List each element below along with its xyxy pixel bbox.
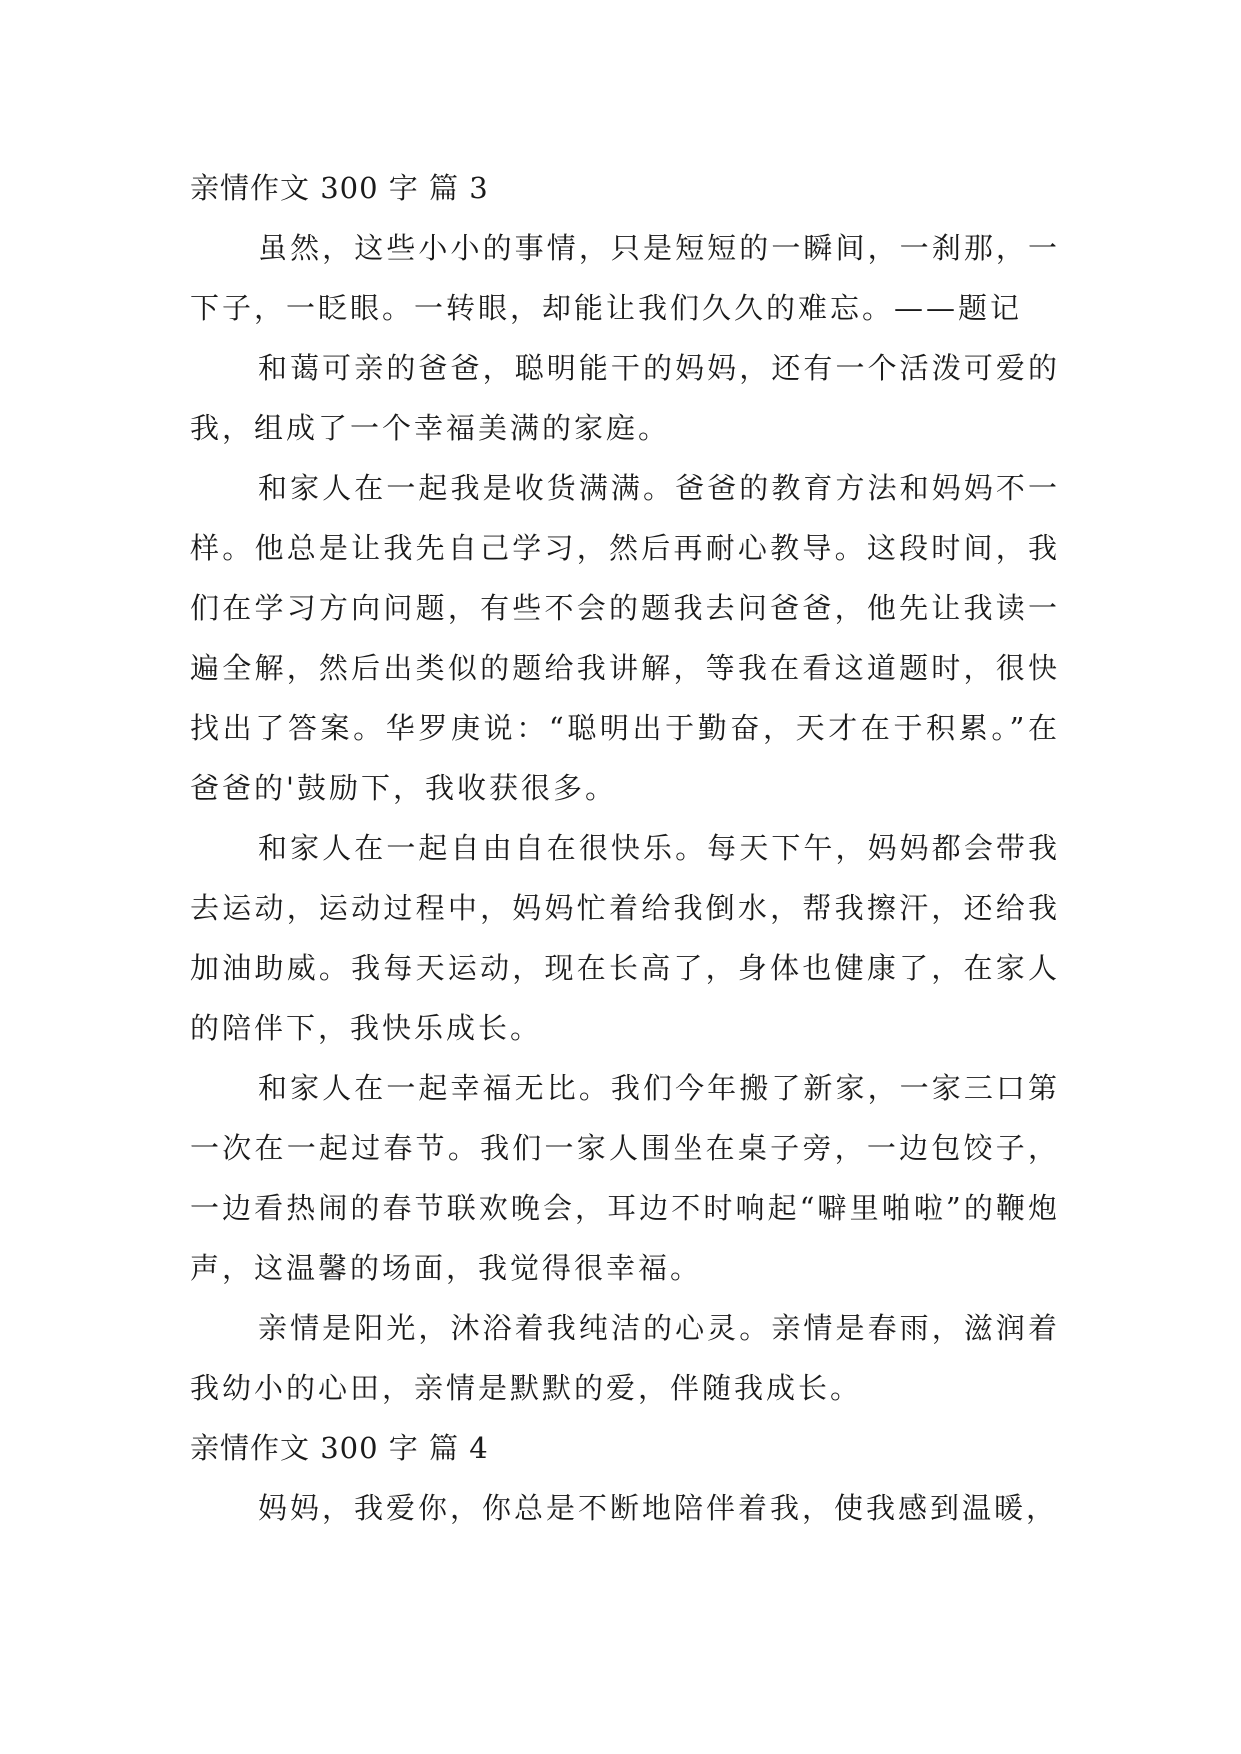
paragraph: 妈妈，我爱你，你总是不断地陪伴着我，使我感到温暖， — [258, 1491, 1059, 1525]
paragraph: 和家人在一起我是收货满满。爸爸的教育方法和妈妈不一样。他总是让我先自己学习，然后再耐心教导。这段时间，我们在学习方向问题，有些不会的题我去问爸爸，他先让我读一遍全解，然后出类似的题给我讲解，等我在看这道题时，很快找出了答案。华罗庚说：“聪明出于勤奋，天才在于积累。”在爸爸的'鼓励下，我收获很多。 — [190, 471, 1060, 805]
document-body — [190, 158, 1060, 1538]
section-heading: 亲情作文 300 字 篇 4 — [190, 1431, 489, 1465]
paragraph: 和家人在一起幸福无比。我们今年搬了新家，一家三口第一次在一起过春节。我们一家人围坐在桌子旁，一边包饺子，一边看热闹的春节联欢晚会，耳边不时响起“噼里啪啦”的鞭炮声，这温馨的场面，我觉得很幸福。 — [190, 1071, 1060, 1285]
paragraph: 虽然，这些小小的事情，只是短短的一瞬间，一刹那，一下子，一眨眼。一转眼，却能让我们久久的难忘。——题记 — [190, 231, 1060, 325]
paragraph: 亲情是阳光，沐浴着我纯洁的心灵。亲情是春雨，滋润着我幼小的心田，亲情是默默的爱，伴随我成长。 — [190, 1311, 1060, 1405]
paragraph: 和蔼可亲的爸爸，聪明能干的妈妈，还有一个活泼可爱的我，组成了一个幸福美满的家庭。 — [190, 351, 1060, 445]
section-heading: 亲情作文 300 字 篇 3 — [190, 171, 489, 205]
paragraph: 和家人在一起自由自在很快乐。每天下午，妈妈都会带我去运动，运动过程中，妈妈忙着给我倒水，帮我擦汗，还给我加油助威。我每天运动，现在长高了，身体也健康了，在家人的陪伴下，我快乐成长。 — [190, 831, 1060, 1045]
